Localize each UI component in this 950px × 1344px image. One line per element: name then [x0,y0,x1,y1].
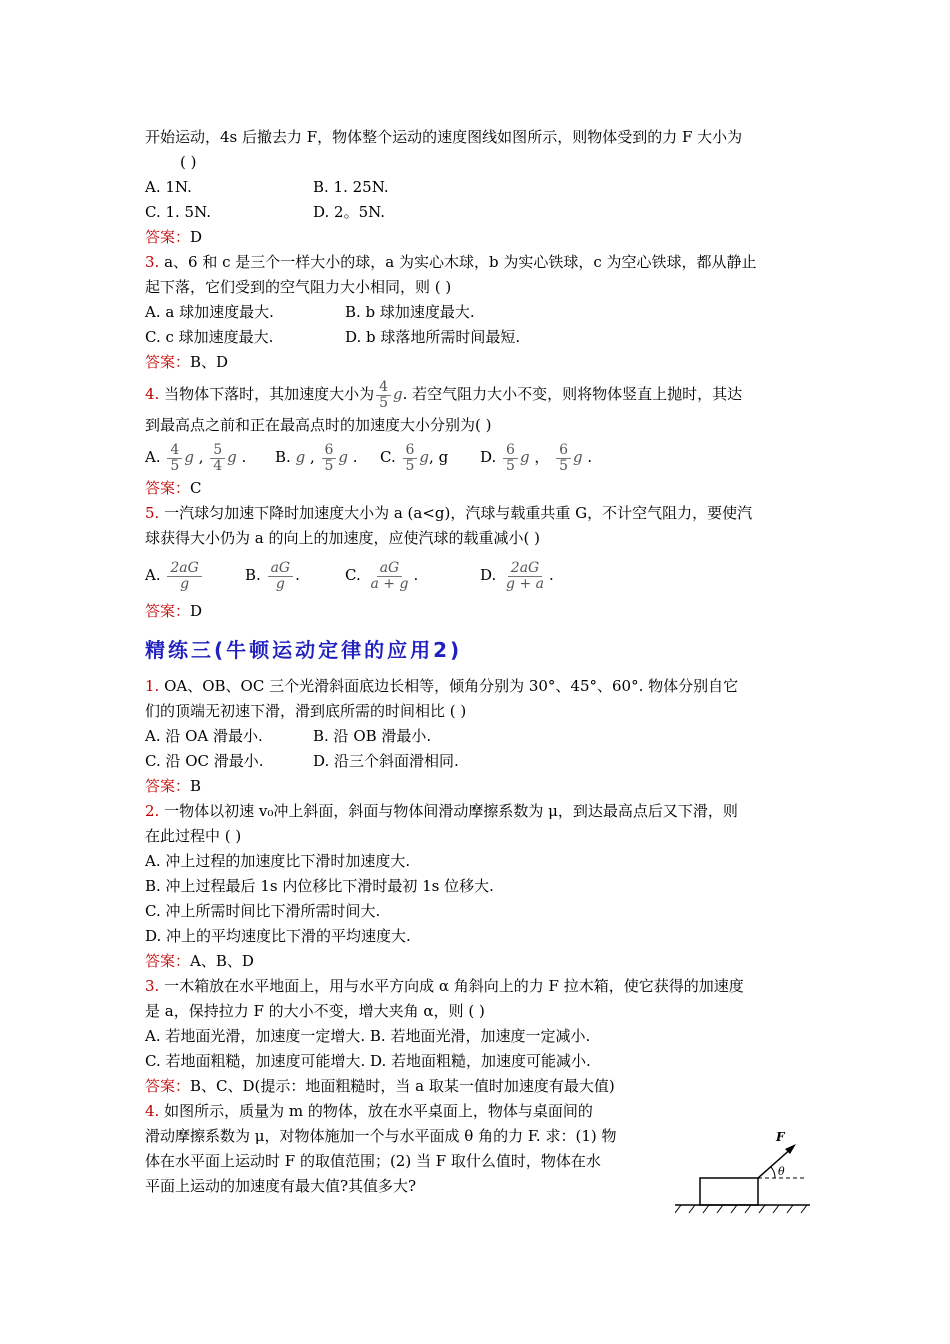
option-d: D. 冲上的平均速度比下滑的平均速度大. [145,927,411,945]
question-text: 当物体下落时，其加速度大小为 [159,385,375,403]
answer-value: B [190,777,202,795]
option-c: C. c 球加速度最大. [145,328,274,346]
answer-value: A、B、D [190,952,254,970]
s2-answer [145,949,810,974]
question-text: 一物体以初速 v₀冲上斜面，斜面与物体间滑动摩擦系数为 μ，到达最高点后又下滑，则 [159,802,738,820]
s1-options-ab [145,724,810,749]
q3-line1 [145,250,810,275]
question-number: 2. [145,802,160,820]
option-a: A. 1N. [145,178,192,196]
symbol-g: g [393,385,403,403]
q3-answer [145,350,810,375]
answer-label: 答案： [145,602,191,620]
q5-answer [145,599,810,624]
answer-label: 答案： [145,479,191,497]
q4-options [145,438,810,476]
question-number: 4. [145,385,160,403]
option-b: B. b 球加速度最大. [345,303,475,321]
document-page [145,125,810,1199]
option-d: D. b 球落地所需时间最短. [345,328,521,346]
question-text: . 若空气阻力大小不变，则将物体竖直上抛时，其达 [402,385,743,403]
question-text: a、6 和 c 是三个一样大小的球，a 为实心木球，b 为实心铁球，c 为空心铁球，都从静止 [159,253,757,271]
s4-line2: 滑动摩擦系数为 μ，对物体施加一个与水平面成 θ 角的力 F. 求：(1) 物 [145,1127,617,1145]
s3-options-cd: C. 若地面粗糙，加速度可能增大. D. 若地面粗糙，加速度可能减小. [145,1052,591,1070]
question-number: 1. [145,677,160,695]
s2-line1 [145,799,810,824]
q3-options-cd [145,325,810,350]
option-c: C. 冲上所需时间比下滑所需时间大. [145,902,381,920]
answer-label: 答案： [145,353,191,371]
q3-options-ab [145,300,810,325]
option-c: C. 1. 5N. [145,203,212,221]
answer-value: D [190,602,203,620]
s3-line2: 是 a，保持拉力 F 的大小不变，增大夹角 α，则 ( ) [145,1002,485,1020]
answer-value: B、C、D(提示：地面粗糙时，当 a 取某一值时加速度有最大值) [190,1077,615,1095]
answer-label: 答案： [145,1077,191,1095]
question-number: 4. [145,1102,160,1120]
option-b: B. 冲上过程最后 1s 内位移比下滑时最初 1s 位移大. [145,877,494,895]
intro-options-ab [145,175,810,200]
option-b: B. g , $\frac{6}{5}$ g . [275,441,358,474]
force-diagram [675,1125,815,1220]
s1-line1 [145,674,810,699]
option-b: B. $\frac{aG}{g}$ . [245,559,300,592]
intro-options-cd [145,200,810,225]
q4-answer [145,476,810,501]
option-b: B. 沿 OB 滑最小. [313,727,432,745]
intro-paren: ( ) [180,153,197,171]
question-number: 3. [145,253,160,271]
section-heading: 精练三(牛顿运动定律的应用2) [145,638,463,662]
q3-line2: 起下落，它们受到的空气阻力大小相同，则 ( ) [145,278,452,296]
option-d: D. $\frac{6}{5}$ g ， $\frac{6}{5}$ g . [480,441,593,474]
answer-value: D [190,228,203,246]
s2-line2: 在此过程中 ( ) [145,827,242,845]
option-d: D. $\frac{2aG}{g + a}$ . [480,559,554,592]
option-c: C. $\frac{6}{5}$ g, g [380,441,449,474]
answer-value: B、D [190,353,229,371]
answer-label: 答案： [145,952,191,970]
option-c: C. $\frac{aG}{a + g}$ . [345,559,419,592]
option-a: A. a 球加速度最大. [145,303,274,321]
s3-options-ab: A. 若地面光滑，加速度一定增大. B. 若地面光滑，加速度一定减小. [145,1027,591,1045]
q4-line2: 到最高点之前和正在最高点时的加速度大小分别为( ) [145,416,492,434]
option-c: C. 沿 OC 滑最小. [145,752,264,770]
option-a: A. 沿 OA 滑最小. [145,727,263,745]
s4-line1 [145,1099,810,1124]
q5-line1 [145,501,810,526]
question-text: OA、OB、OC 三个光滑斜面底边长相等，倾角分别为 30°、45°、60°. 物体分别自它 [159,677,739,695]
option-a: A. $\frac{2aG}{g}$ [145,551,245,599]
fraction: $\frac{4}{5}$ [376,380,391,411]
s3-line1 [145,974,810,999]
question-number: 5. [145,504,160,522]
s1-line2: 们的顶端无初速下滑，滑到底所需的时间相比 ( ) [145,702,467,720]
question-number: 3. [145,977,160,995]
option-b: B. 1. 25N. [313,178,389,196]
answer-value: C [190,479,202,497]
option-a: A. 冲上过程的加速度比下滑时加速度大. [145,852,411,870]
intro-answer [145,225,810,250]
q5-line2: 球获得大小仍为 a 的向上的加速度，应使汽球的载重减小( ) [145,529,540,547]
s3-answer [145,1074,810,1099]
answer-label: 答案： [145,777,191,795]
angle-label: θ [778,1165,785,1178]
question-text: 一汽球匀加速下降时加速度大小为 a (a<g)，汽球与载重共重 G，不计空气阻力，要使汽 [159,504,753,522]
question-text: 如图所示，质量为 m 的物体，放在水平桌面上，物体与桌面间的 [159,1102,593,1120]
force-label: F [776,1130,785,1144]
s4-line4: 平面上运动的加速度有最大值?其值多大? [145,1177,417,1195]
option-d: D. 2。5N. [313,203,386,221]
s1-answer [145,774,810,799]
q4-line1 [145,375,810,413]
s1-options-cd [145,749,810,774]
question-text: 一木箱放在水平地面上，用与水平方向成 α 角斜向上的力 F 拉木箱，使它获得的加速度 [159,977,744,995]
s4-line3: 体在水平面上运动时 F 的取值范围；(2) 当 F 取什么值时，物体在水 [145,1152,601,1170]
option-d: D. 沿三个斜面滑相同. [313,752,459,770]
option-a: A. $\frac{4}{5}$ g , $\frac{5}{4}$ g . [145,441,247,474]
answer-label: 答案： [145,228,191,246]
intro-line: 开始运动，4s 后撤去力 F，物体整个运动的速度图线如图所示，则物体受到的力 F 大小为 [145,128,743,146]
block [700,1178,758,1205]
q5-options [145,551,810,599]
